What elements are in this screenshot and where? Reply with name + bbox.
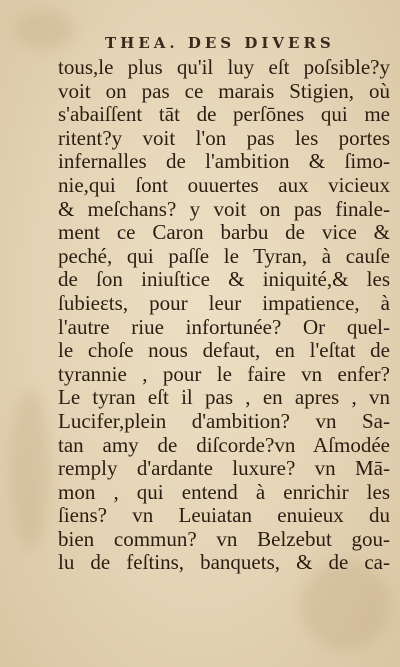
text-line: le choſe nous defaut, en l'eſtat de	[58, 339, 390, 363]
text-line: Le tyran eſt il pas , en apres , vn	[58, 386, 390, 410]
text-line: ritent?y voit l'on pas les portes	[58, 126, 390, 150]
text-line: peché, qui paſſe le Tyran, à cauſe	[58, 244, 390, 268]
text-line: Lucifer,plein d'ambition? vn Sa-	[58, 409, 390, 433]
text-line: & meſchans? y voit on pas finale-	[58, 197, 390, 221]
running-head: THEA. DES DIVERS	[105, 34, 335, 52]
text-line: ment ce Caron barbu de vice &	[58, 221, 390, 245]
text-line: tous,le plus qu'il luy eſt poſsible?y	[58, 56, 390, 79]
text-line: de ſon iniuſtice & iniquité,& les	[58, 268, 390, 292]
text-line: ſubieɛts, pour leur impatience, à	[58, 291, 390, 315]
text-line: voit on pas ce marais Stigien, où	[58, 79, 390, 103]
paper-stain	[15, 10, 75, 50]
text-line: ſiens? vn Leuiatan enuieux du	[58, 504, 390, 528]
text-line: tyrannie , pour le faire vn enfer?	[58, 362, 390, 386]
text-line: l'autre riue infortunée? Or quel-	[58, 315, 390, 339]
text-line: lu de feſtins, banquets, & de ca-	[58, 551, 390, 575]
text-line: remply d'ardante luxure? vn Mā-	[58, 457, 390, 481]
text-line: nie,qui ſont ouuertes aux vicieux	[58, 173, 390, 197]
paper-stain	[10, 390, 50, 550]
text-line: bien commun? vn Belzebut gou-	[58, 527, 390, 551]
body-text	[58, 56, 390, 575]
text-line: infernalles de l'ambition & ſimo-	[58, 150, 390, 174]
text-line: s'abaiſſent tāt de perſōnes qui me	[58, 103, 390, 127]
text-line: mon , qui entend à enrichir les	[58, 480, 390, 504]
text-line: tan amy de diſcorde?vn Aſmodée	[58, 433, 390, 457]
